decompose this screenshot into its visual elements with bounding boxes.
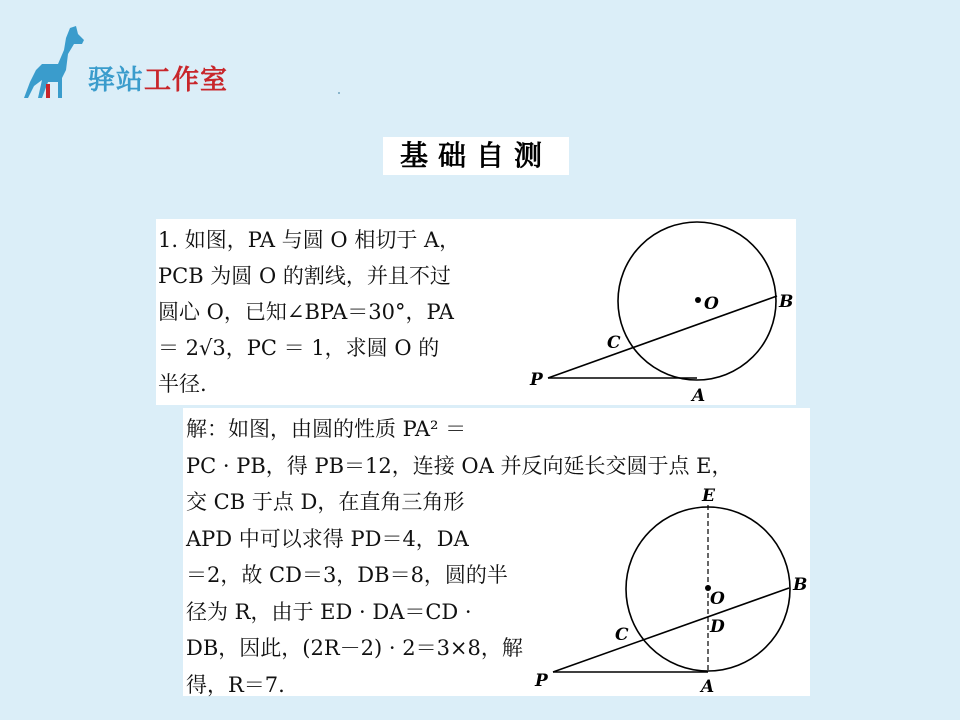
solution-line: ＝2，故 CD＝3，DB＝8，圆的半 — [186, 563, 508, 587]
decorative-dot — [338, 92, 340, 94]
label-a: A — [701, 677, 715, 696]
solution-line: DB，因此，(2R－2) · 2＝3×8，解 — [186, 636, 523, 660]
logo-text-part1: 驿站 — [88, 65, 144, 96]
label-p: P — [535, 671, 548, 691]
problem-line: 半径. — [158, 372, 207, 396]
solution-figure — [183, 408, 810, 696]
secant-line-pb — [553, 588, 789, 672]
label-b: B — [793, 575, 808, 595]
logo-text-part2: 工作室 — [144, 65, 228, 96]
dog-logo-icon — [22, 24, 92, 102]
label-p: P — [530, 370, 543, 390]
solution-line: 径为 R，由于 ED · DA＝CD · — [186, 599, 472, 624]
label-a: A — [692, 386, 706, 405]
section-title: 基础自测 — [383, 137, 569, 175]
label-d: D — [710, 617, 725, 637]
logo-text — [88, 58, 228, 97]
label-c: C — [607, 333, 621, 353]
logo — [22, 24, 232, 102]
solution-box — [183, 408, 810, 696]
label-e: E — [702, 486, 715, 506]
problem-line: ＝ 2√3，PC ＝ 1，求圆 O 的 — [158, 336, 440, 360]
label-b: B — [779, 292, 794, 312]
problem-line: 1. 如图，PA 与圆 O 相切于 A， — [158, 228, 461, 252]
problem-line: 圆心 O，已知∠BPA＝30°，PA — [158, 300, 454, 324]
problem-box — [156, 219, 796, 405]
solution-line: 得，R＝7. — [186, 672, 285, 697]
label-c: C — [615, 625, 629, 645]
solution-line: 交 CB 于点 D，在直角三角形 — [186, 490, 465, 514]
problem-figure — [156, 219, 796, 405]
label-o: O — [710, 589, 725, 609]
label-o: O — [704, 294, 719, 314]
solution-line: PC · PB，得 PB＝12，连接 OA 并反向延长交圆于点 E， — [186, 453, 733, 478]
center-point — [695, 297, 701, 303]
problem-line: PCB 为圆 O 的割线，并且不过 — [158, 264, 451, 288]
solution-line: 解：如图，由圆的性质 PA² ＝ — [186, 417, 467, 441]
solution-line: APD 中可以求得 PD＝4，DA — [186, 526, 469, 551]
